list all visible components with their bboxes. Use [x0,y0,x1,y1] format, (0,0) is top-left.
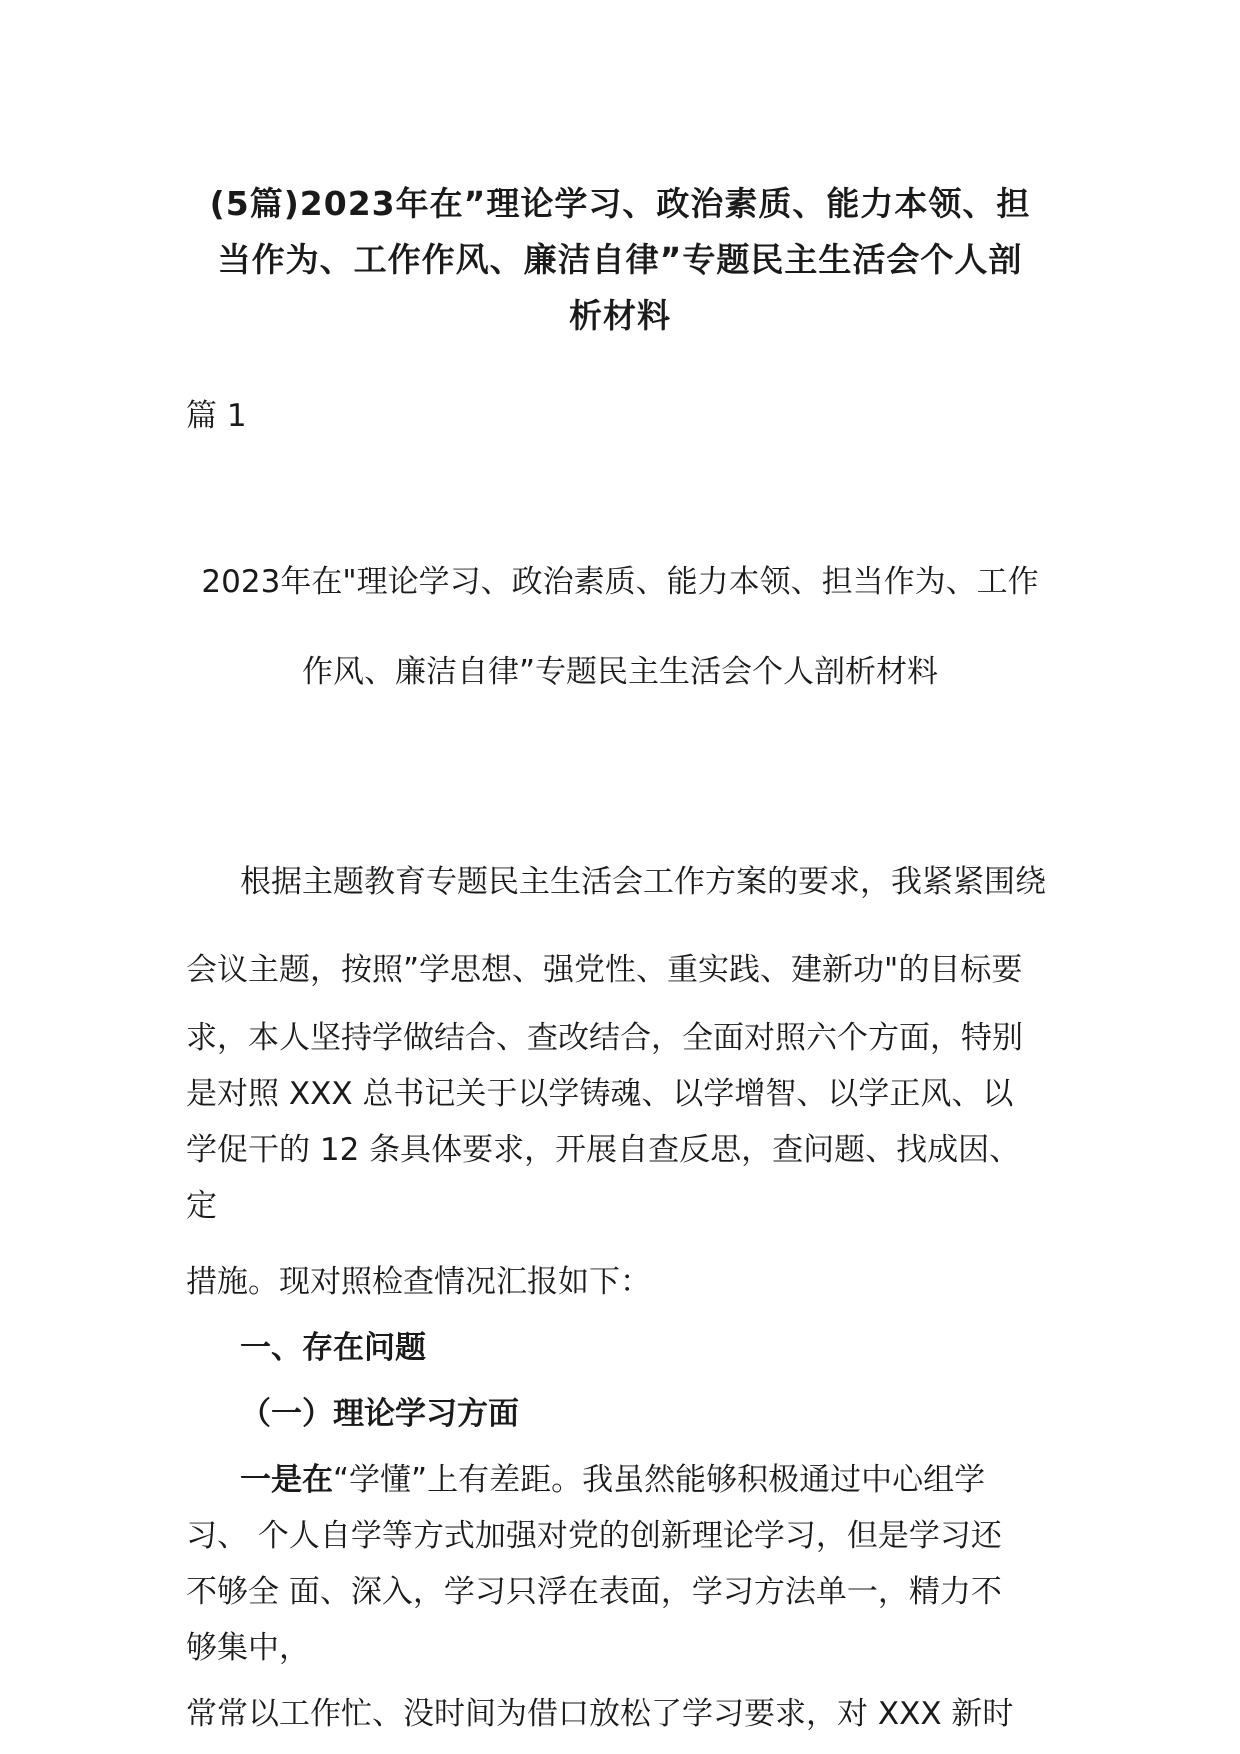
section-label: 篇 1 [186,398,247,434]
paragraph-line: 常常以工作忙、没时间为借口放松了学习要求，对 XXX 新时 [186,1696,1014,1732]
paragraph-line: 根据主题教育专题民主生活会工作方案的要求，我紧紧围绕 [240,864,1046,900]
paragraph-line: 是对照 XXX 总书记关于以学铸魂、以学增智、以学正风、以 [186,1076,1014,1112]
title-line-1: (5篇)2023年在”理论学习、政治素质、能力本领、担 [209,184,1031,223]
paragraph-line: 措施。现对照检查情况汇报如下： [186,1264,651,1300]
paragraph-line: 求，本人坚持学做结合、查改结合，全面对照六个方面，特别 [186,1020,1023,1056]
subsection-heading: （一）理论学习方面 [240,1396,519,1432]
paragraph-line [240,1460,985,1500]
title-line-2: 当作为、工作作风、廉洁自律”专题民主生活会个人剖 [217,240,1023,279]
paragraph-line: 习、 个人自学等方式加强对党的创新理论学习，但是学习还 [186,1518,1002,1554]
lead-emphasis: 一是在 [240,1462,333,1498]
paragraph-line: 定 [186,1188,217,1224]
subtitle-line-2: 作风、廉洁自律”专题民主生活会个人剖析材料 [301,654,939,690]
paragraph-line: 够集中， [186,1630,310,1666]
lead-text: “学懂”上有差距。我虽然能够积极通过中心组学 [333,1462,986,1498]
section-heading: 一、存在问题 [240,1330,426,1366]
subtitle-line-1: 2023年在"理论学习、政治素质、能力本领、担当作为、工作 [201,564,1039,600]
paragraph-line: 不够全 面、深入，学习只浮在表面，学习方法单一，精力不 [186,1574,1002,1610]
title-line-3: 析材料 [569,296,671,335]
paragraph-line: 会议主题，按照”学思想、强党性、重实践、建新功"的目标要 [186,952,1023,988]
document-title [180,176,1060,344]
paragraph-line: 学促干的 12 条具体要求，开展自查反思，查问题、找成因、 [186,1132,1021,1168]
